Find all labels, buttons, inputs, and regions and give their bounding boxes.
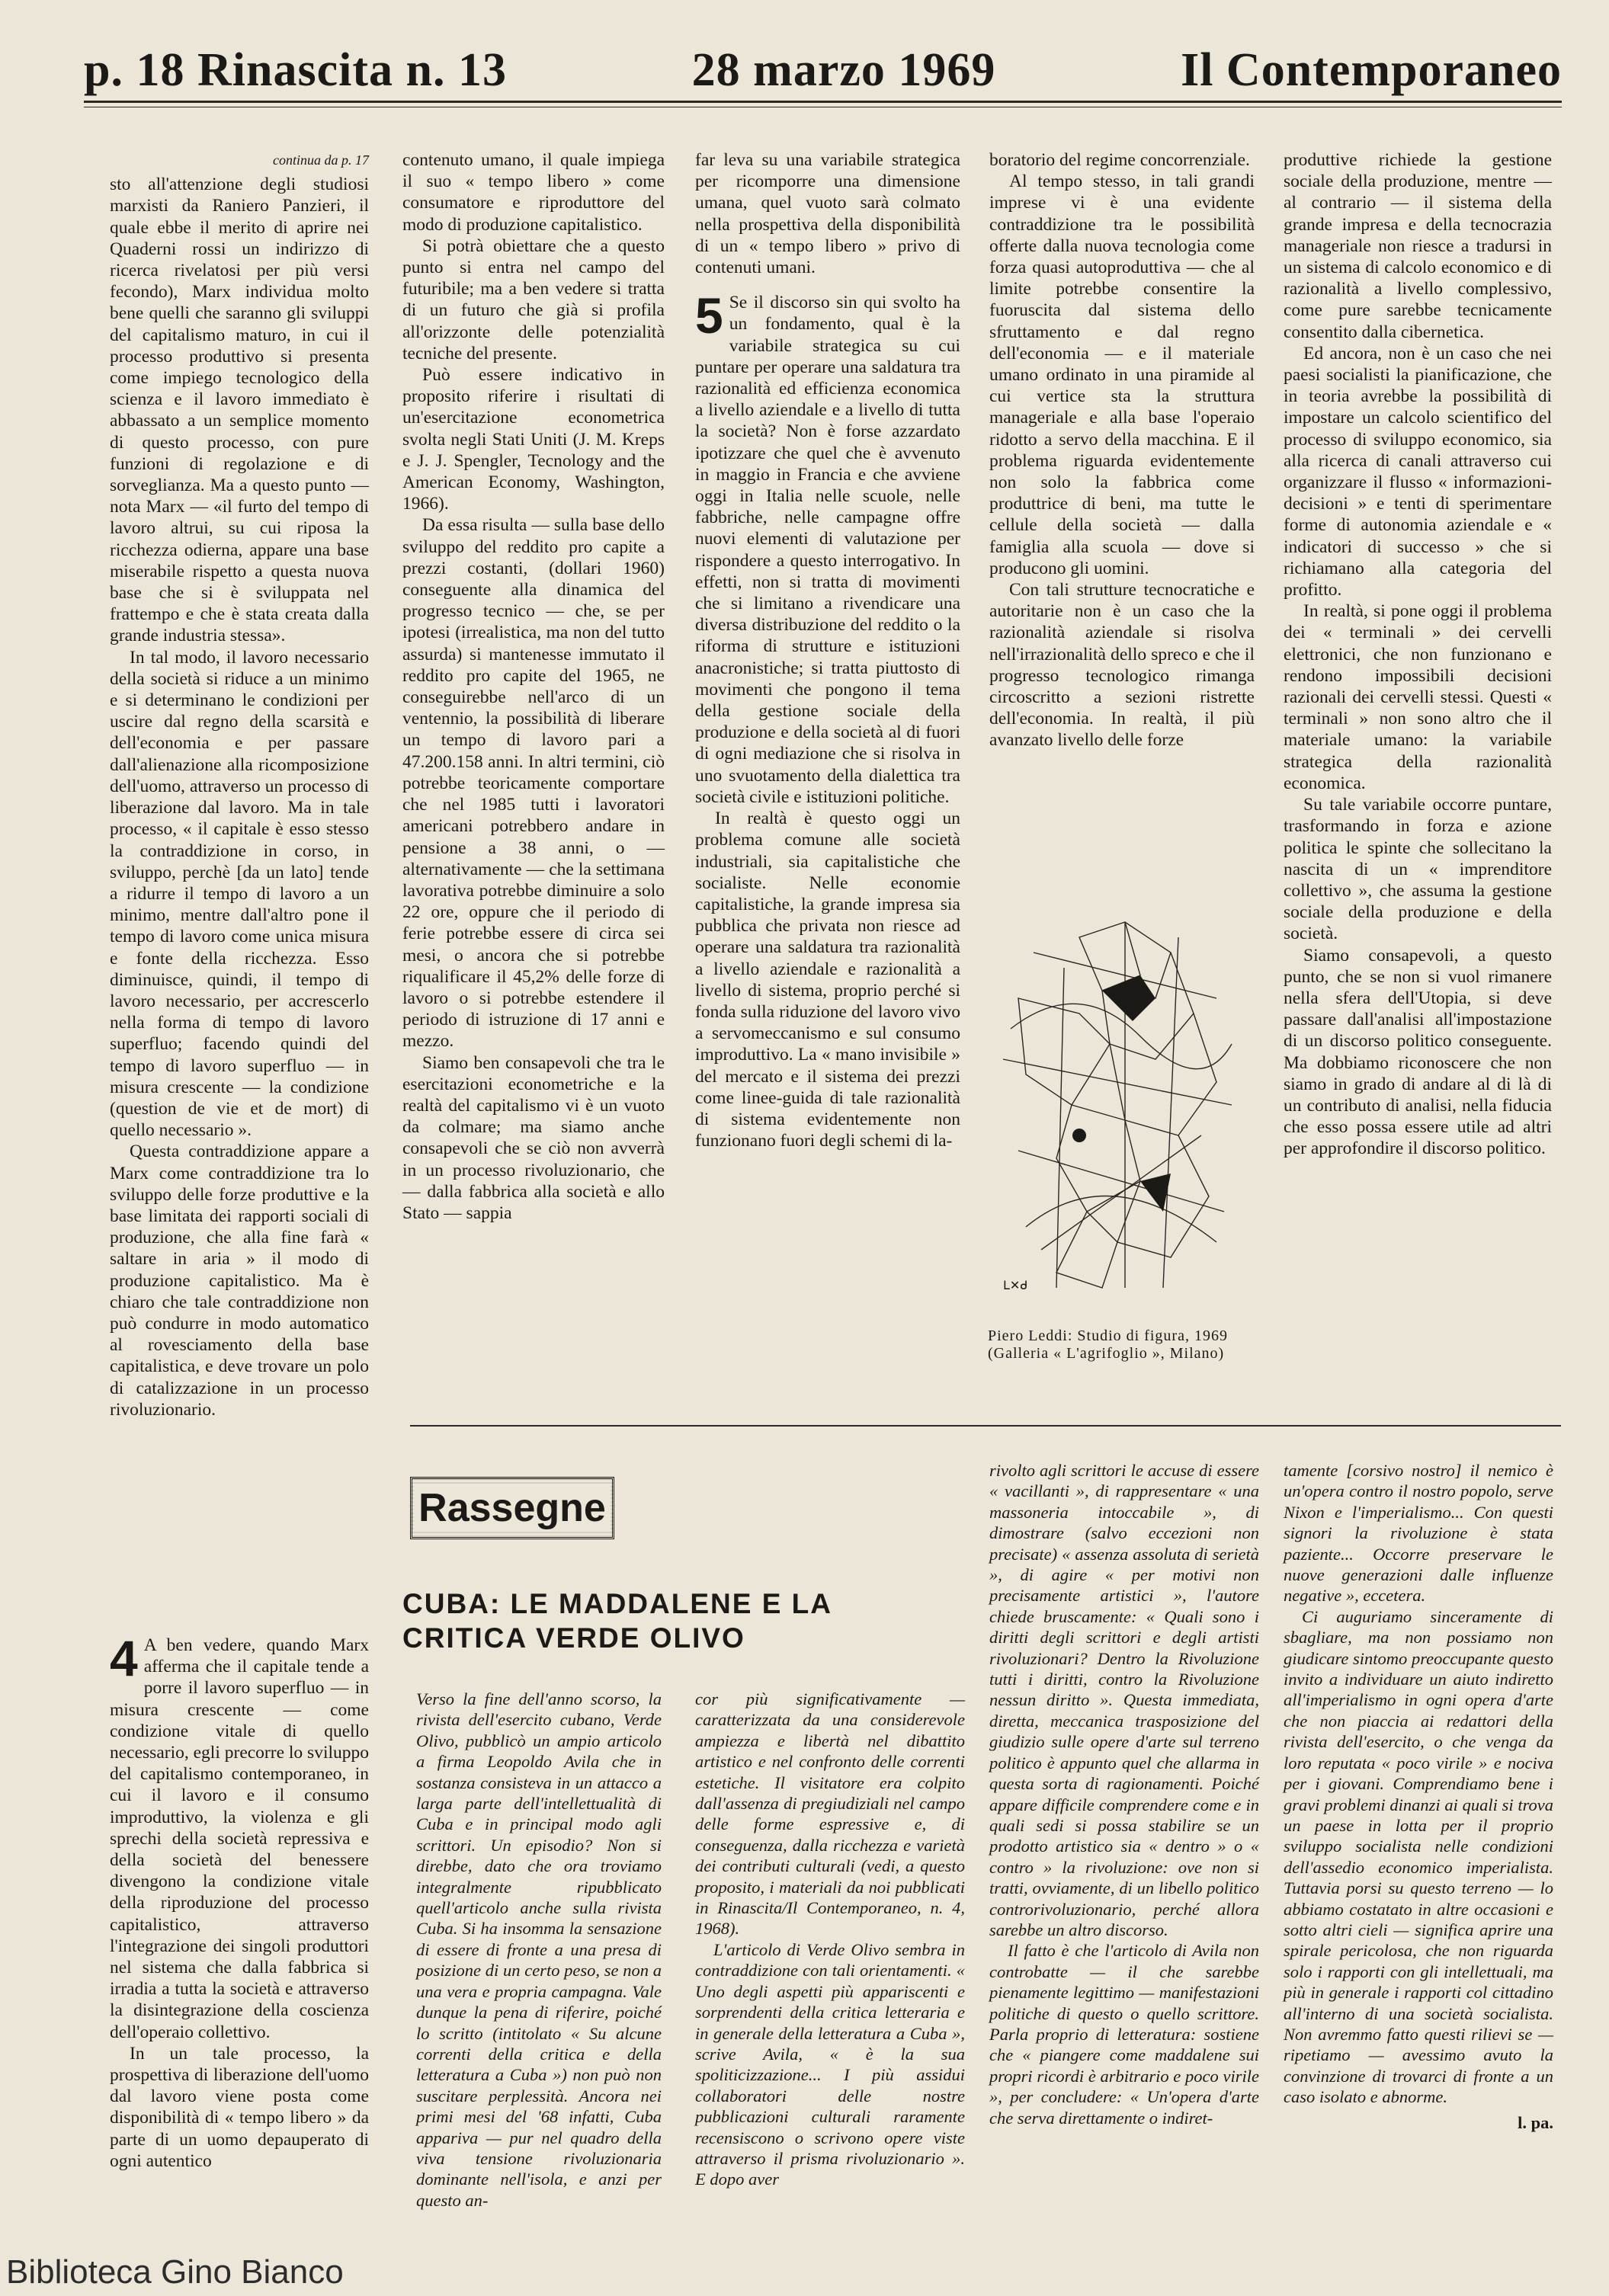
paragraph: Si potrà obiettare che a questo punto si entra nel campo del futuribile; ma a ben vedere si tratta di un futuro che già si profila all'orizzonte delle potenzialità tecniche del presente. <box>402 235 665 363</box>
header-rule <box>84 101 1562 103</box>
paragraph: Siamo ben consapevoli che tra le esercitazioni econometriche e la realtà del capitalismo vi è un vuoto da colmare; ma siamo anche consapevoli che se ciò non avverrà in un processo rivoluzionario, che — dalla fabbrica alla società e allo Stato — sappia <box>402 1052 665 1223</box>
paragraph: contenuto umano, il quale impiega il suo « tempo libero » come consumatore e riproduttore del modo di produzione capitalistico. <box>402 150 665 235</box>
paragraph: In tal modo, il lavoro necessario della società si riduce a un minimo e si determinano le condizioni per uscire dal regno della scarsità e dell'economia e per passare dall'alienazione alla ricomposizione dell'uomo, attraverso un processo di liberazione dal lavoro. Ma in tale processo, « il capitale è esso stesso la contraddizione in corso, in sviluppo, perchè [da un lato] tende a ridurre il tempo di lavoro a un minimo, mentre dall'altro pone il tempo di lavoro come unica misura e fonte della ricchezza. Esso diminuisce, quindi, il tempo di lavoro necessario, per accrescerlo nella forma di tempo di lavoro superfluo; facendo quindi del tempo di lavoro superfluo — in misura crescente — la condizione (question de vie et de mort) di quello necessario ». <box>110 647 369 1141</box>
header-date: 28 marzo 1969 <box>691 43 996 96</box>
paragraph: Questa contraddizione appare a Marx come contraddizione tra lo sviluppo delle forze produttive e la base limitata dei rapporti sociali di produzione, che alla fine farà « saltare in aria » il modo di produzione capitalistico. Ma è chiaro che tale contraddizione non può condurre in modo automatico al rovesciamento della base capitalistica, e deve trovare un polo di catalizzazione in un processo rivoluzionario. <box>110 1142 369 1420</box>
article-column-5 <box>1284 149 1552 1160</box>
article-column-1 <box>110 149 369 1420</box>
paragraph: Su tale variabile occorre puntare, trasformando in forza e azione politica le spinte che sollecitano la nascita di un « imprenditore collettivo », che assuma la gestione sociale della produzione e della società. <box>1284 795 1552 944</box>
review-column-4 <box>1284 1460 1553 2133</box>
continued-note: continua da p. 17 <box>273 152 369 168</box>
review-column-3 <box>989 1460 1259 2128</box>
section-number: 4 <box>110 1630 138 1686</box>
paragraph: Ed ancora, non è un caso che nei paesi socialisti la pianificazione, che in teoria avrebbe la possibilità di impostare un calcolo scientifico del processo di sviluppo economico, sia alla ricerca di canali attraverso cui organizzare il flusso « informazioni-decisioni » e tenti di sperimentare forme di autonomia aziendale e « indicatori di successo » che si richiamano alla categoria del profitto. <box>1284 343 1552 600</box>
paragraph: far leva su una variabile strategica per ricomporre una dimensione umana, quel vuoto sarà colmato nella prospettiva della disponibilità di un « tempo libero » privo di contenuti umani. <box>695 150 960 278</box>
author-signature: l. pa. <box>1518 2112 1553 2132</box>
paragraph: Il fatto è che l'articolo di Avila non controbatte — il che sarebbe pienamente legittimo — manifestazioni politiche di questo o quello scrittore. Parla proprio di letteratura: sostiene che « piangere come maddalene sui propri ricordi è arbitrario e poco virile », per concludere: « Un'opera d'arte che serva direttamente o indiret- <box>989 1941 1259 2128</box>
paragraph: In un tale processo, la prospettiva di liberazione dell'uomo dal lavoro viene posta come disponibilità di « tempo libero » da parte di un uomo depauperato di ogni autentico <box>110 2043 369 2171</box>
review-column-1 <box>416 1689 662 2211</box>
paragraph: In realtà, si pone oggi il problema dei « terminali » dei cervelli elettronici, che non funzionano e rendono impossibili decisioni razionali dei cervelli stessi. Questi « terminali » non sono altro che il materiale umano: la variabile strategica della razionalità economica. <box>1284 601 1552 793</box>
article-column-3 <box>695 149 960 1151</box>
figure-caption: Piero Leddi: Studio di figura, 1969 (Galleria « L'agrifoglio », Milano) <box>988 1327 1228 1362</box>
section-number: 5 <box>695 287 723 344</box>
paragraph: Con tali strutture tecnocratiche e autoritarie non è un caso che la razionalità aziendale si risolva nell'irrazionalità dello spreco e che il progresso tecnologico rimanga circoscritto a sezioni ristrette dell'economia. In realtà, il più avanzato livello delle forze <box>989 580 1255 751</box>
paragraph: Al tempo stesso, in tali grandi imprese vi è una evidente contraddizione tra le possibilità offerte dalla nuova tecnologia come forza quasi autoproduttiva — che al limite potrebbe consentire la fuoruscita dal sistema dello sfruttamento e dal regno dell'economia — e il materiale umano ordinato in una piramide al cui vertice sta la struttura manageriale e alla base l'operaio ridotto a servo della macchina. E il problema riguarda evidentemente non solo la fabbrica come produttrice di beni, ma tutte le cellule della società — dalla famiglia alla scuola — dove si producono gli uomini. <box>989 171 1255 578</box>
article-column-4 <box>989 149 1255 751</box>
rassegne-label: Rassegne <box>414 1485 611 1531</box>
header-section: Il Contemporaneo <box>1181 43 1562 96</box>
paragraph: boratorio del regime concorrenziale. <box>989 150 1250 170</box>
paragraph: Può essere indicativo in proposito riferire i risultati di un'esercitazione econometrica svolta negli Stati Uniti (J. M. Kreps e J. J. Spengler, Tecnology and the American Economy, Washington, 1966). <box>402 365 665 514</box>
article-title: CUBA: LE MADDALENE E LA CRITICA VERDE OLIVO <box>402 1588 832 1654</box>
paragraph: produttive richiede la gestione sociale della produzione, mentre — al contrario — il sistema della grande impresa e della tecnocrazia manageriale non riesce a tradursi in un sistema di calcolo economico e di razionalità a livello complessivo, come pure sarebbe tecnicamente consentito dalla cibernetica. <box>1284 150 1552 342</box>
paragraph: Verso la fine dell'anno scorso, la rivista dell'esercito cubano, Verde Olivo, pubblicò un ampio articolo a firma Leopoldo Avila che in sostanza consisteva in un attacco a larga parte dell'intellettualità di Cuba e in principal modo agli scrittori. Un episodio? Non si direbbe, dato che ora troviamo integralmente ripubblicato quell'articolo anche sulla rivista Cuba. Si ha insomma la sensazione di essere di fronte a una presa di posizione di un certo peso, se non a una vera e propria campagna. Vale dunque la pena di riferire, poiché lo scritto (intitolato « Su alcune correnti della critica e della letteratura a Cuba ») non può non suscitare perplessità. Ancora nei primi mesi del '68 infatti, Cuba appariva — pur nel quadro della viva tensione rivoluzionaria dominante nell'isola, e anzi per questo an- <box>416 1689 662 2210</box>
svg-text:ᒪ✕ᑯ: ᒪ✕ᑯ <box>1003 1279 1028 1292</box>
header-left: p. 18 Rinascita n. 13 <box>84 43 507 96</box>
paragraph: In realtà è questo oggi un problema comune alle società industriali, sia capitalistiche che socialiste. Nelle economie capitalistiche, la grande impresa sia pubblica che privata non riesce ad operare una saldatura tra razionalità a livello aziendale e razionalità a livello di sistema, proprio perché si fonda sulla riduzione del lavoro vivo a servomeccanismo e sul consumo improduttivo. La « mano invisibile » del mercato e il sistema dei prezzi come linee-guida di tale razionalità di sistema evidentemente non funzionano fuori degli schemi di la- <box>695 809 960 1151</box>
review-column-2 <box>695 1689 965 2190</box>
paragraph: A ben vedere, quando Marx afferma che il capitale tende a porre il lavoro superfluo — in misura crescente — come condizione vitale di quello necessario, egli precorre lo sviluppo del capitalismo contemporaneo, in cui il lavoro e il consumo improduttivo, la violenza e gli sprechi della società repressiva e della società del benessere divengono la condizione vitale della riproduzione del processo capitalistico, attraverso l'integrazione dei singoli produttori nel sistema che dalla fabbrica si irradia a tutta la società e attraverso la disintegrazione della coscienza dell'operaio collettivo. <box>110 1635 369 2042</box>
library-watermark: Biblioteca Gino Bianco <box>6 2253 344 2291</box>
figure-drawing <box>988 907 1247 1295</box>
paragraph: rivolto agli scrittori le accuse di essere « vacillanti », di rappresentare « una massoneria intoccabile », di dimostrare (salvo eccezioni non precisate) « assenza assoluta di serietà », di agire « per motivi non precisamente artistici », l'autore chiede bruscamente: « Quali sono i diritti degli scrittori e degli artisti rivoluzionari? Dentro la Rivoluzione tutti i diritti, contro la Rivoluzione nessun diritto ». Questa immediata, diretta, meccanica trasposizione del giudizio sulle opere d'arte sul terreno politico è appunto quel che allarma in questa sorta di ragionamenti. Poiché appare difficile comprendere come e in quali sedi si possa stabilire se un prodotto artistico sia « dentro » o « contro » la rivoluzione: ove non si tratti, ovviamente, di un libello politico controrivoluzionario, perché allora sarebbe un altro discorso. <box>989 1461 1259 1939</box>
paragraph: Se il discorso sin qui svolto ha un fondamento, qual è la variabile strategica su cui puntare per operare una saldatura tra razionalità ed efficienza economica a livello aziendale e a livello di tutta la società? Non è forse azzardato ipotizzare che quel che è avvenuto in maggio in Francia e che avviene oggi in Italia nelle scuole, nelle fabbriche, nelle campagne offre nuovi elementi di valutazione per rispondere a questo interrogativo. In effetti, non si tratta di movimenti che si limitano a rivendicare una diversa distribuzione del reddito o la riforma di strutture e istituzioni anacronistiche; si tratta piuttosto di movimenti che pongono il tema della gestione sociale della produzione e della società al di fuori di ogni mediazione che si risolva in uno svuotamento della dialettica tra società civile e istituzioni politiche. <box>695 293 960 807</box>
paragraph: Siamo consapevoli, a questo punto, che se non si vuol rimanere nella sfera dell'Utopia, si deve passare dall'analisi all'impostazione di un discorso politico conseguente. Ma dobbiamo riconoscere che non siamo in grado di andare al di là di un contributo di analisi, nella fiducia che esso possa essere utile ad altri per approfondire il discorso politico. <box>1284 945 1552 1159</box>
article-column-2 <box>402 149 665 1224</box>
paragraph: Da essa risulta — sulla base dello sviluppo del reddito pro capite a prezzi costanti, (dollari 1960) conseguente alla dinamica del progresso tecnico — che, se per ipotesi (irrealistica, ma non del tutto assurda) si mantenesse immutato il reddito pro capite del 1965, ne conseguirebbe nell'arco di un ventennio, la possibilità di liberare un tempo di lavoro pari a 47.200.158 anni. In altri termini, ciò potrebbe teoricamente comportare che nel 1985 tutti i lavoratori americani potrebbero andare in pensione a 38 anni, o — alternativamente — che la settimana lavorativa potrebbe diminuire a solo 22 ore, oppure che il periodo di ferie potrebbe essere di circa sei mesi, o ancora che si potrebbe riqualificare il 45,2% delle forze di lavoro o si potrebbe estendere il periodo di istruzione di 17 anni e mezzo. <box>402 515 665 1052</box>
paragraph: L'articolo di Verde Olivo sembra in contraddizione con tali orientamenti. « Uno degli aspetti più appariscenti e sorprendenti della critica letteraria e in generale della letteratura a Cuba », scrive Avila, « è la sua spoliticizzazione... I più assidui collaboratori delle nostre pubblicazioni culturali raramente recensiscono o scrivono opere viste attraverso il prisma rivoluzionario ». E dopo aver <box>695 1939 965 2189</box>
paragraph: Ci auguriamo sinceramente di sbagliare, ma non possiamo non giudicare sintomo preoccupante questo invito a individuare un aiuto indiretto all'imperialismo in ogni opera d'arte che non piaccia ai redattori della rivista dell'esercito, o che venga da loro reputata « poco virile » e nociva per i giovani. Comprendiamo bene i gravi problemi dinanzi ai quali si trova un paese in lotta per il proprio sviluppo socialista nelle condizioni dell'assedio economico imperialista. Tuttavia porsi su questo terreno — lo abbiamo costatato in altre occasioni e sotto altri cieli — significa aprire una spirale pericolosa, che non riguarda solo i rapporti con gli intellettuali, ma più in generale i rapporti col cittadino all'interno di una società socialista. Non avremmo fatto questi rilievi se — ripetiamo — avessimo avuto la convinzione di trovarci di fronte a un caso isolato e abnorme. <box>1284 1606 1553 2107</box>
page-header <box>84 40 1562 101</box>
rassegne-banner <box>410 1477 614 1539</box>
paragraph: tamente [corsivo nostro] il nemico è un'opera contro il nostro popolo, serve Nixon e l'imperialismo... Con questi signori la rivoluzione è stata paziente... Occorre preservare le nuove generazioni dalle influenze negative », eccetera. <box>1284 1461 1553 1606</box>
paragraph: sto all'attenzione degli studiosi marxisti da Raniero Panzieri, il quale ebbe il merito di aprire nei Quaderni rossi un indirizzo di ricerca rivelatosi per più versi fecondo), Marx individua molto bene quelli che saranno gli sviluppi del capitalismo maturo, in cui il processo produttivo si presenta come impiego tecnologico della scienza e il lavoro immediato è abbassato a un semplice momento di questo processo, con pure funzioni di regolazione e di sorveglianza. Ma a questo punto — nota Marx — «il furto del tempo di lavoro altrui, su cui riposa la ricchezza odierna, appare una base miserabile rispetto a questa nuova base che si è sviluppata nel frattempo e che è stata creata dalla grande industria stessa». <box>110 175 369 646</box>
article-column-1b <box>110 1630 369 2172</box>
section-divider <box>410 1425 1561 1427</box>
paragraph: cor più significativamente — caratterizzata da una considerevole ampiezza e libertà nel dibattito artistico e nel confronto delle correnti estetiche. Il visitatore era colpito dall'assenza di pregiudiziali nel campo delle forme espressive e, di conseguenza, dalla ricchezza e varietà dei contributi culturali (vedi, a questo proposito, i materiali da noi pubblicati in Rinascita/Il Contemporaneo, n. 4, 1968). <box>695 1689 965 1939</box>
